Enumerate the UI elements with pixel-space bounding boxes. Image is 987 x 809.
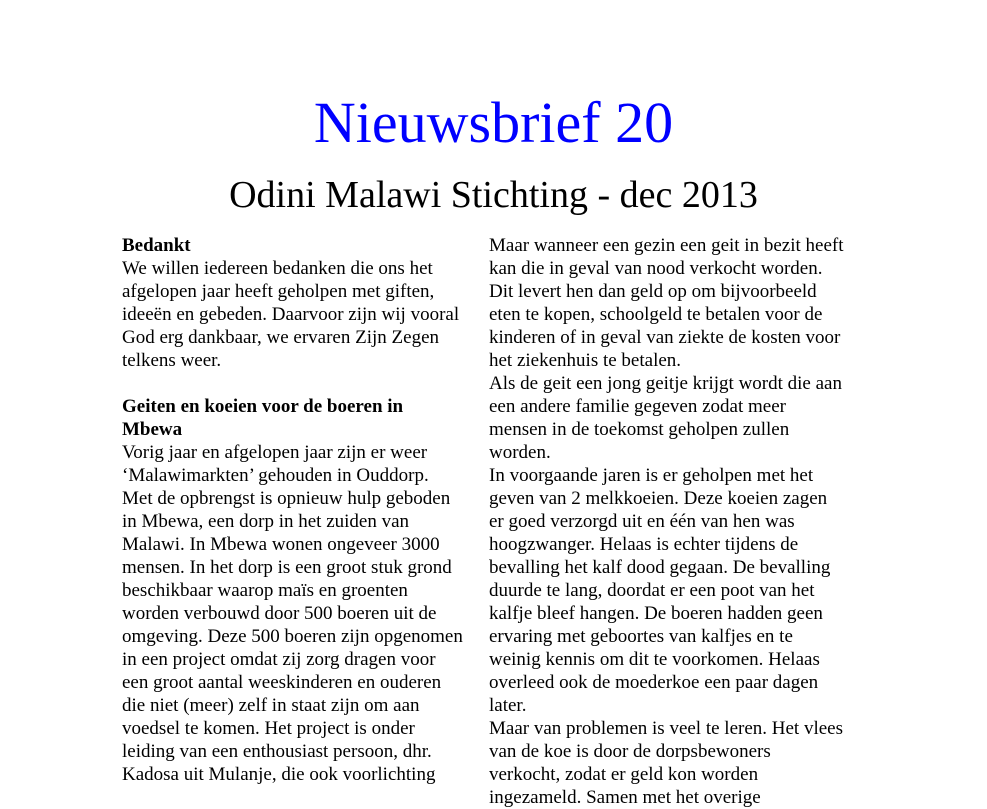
paragraph-line: overleed ook de moederkoe een paar dagen — [489, 672, 819, 693]
paragraph-line: bevalling het kalf dood gegaan. De bevalling — [489, 557, 831, 578]
paragraph-line: omgeving. Deze 500 boeren zijn opgenomen — [122, 626, 463, 647]
paragraph-line: Als de geit een jong geitje krijgt wordt die aan — [489, 373, 842, 394]
paragraph-line: van de koe is door de dorpsbewoners — [489, 741, 771, 762]
paragraph-line: mensen. In het dorp is een groot stuk grond — [122, 557, 452, 578]
paragraph-line: ideeën en gebeden. Daarvoor zijn wij vooral — [122, 304, 460, 325]
paragraph-line: kalfje bleef hangen. De boeren hadden geen — [489, 603, 823, 624]
section-heading-bedankt: Bedankt — [122, 235, 191, 256]
newsletter-title: Nieuwsbrief 20 — [313, 90, 674, 155]
paragraph-line: Kadosa uit Mulanje, die ook voorlichting — [122, 764, 436, 785]
paragraph-line: leiding van een enthousiast persoon, dhr. — [122, 741, 432, 762]
paragraph-line: Met de opbrengst is opnieuw hulp geboden — [122, 488, 451, 509]
right-column — [489, 234, 869, 809]
paragraph-line: Dit levert hen dan geld op om bijvoorbeeld — [489, 281, 817, 302]
paragraph-line: beschikbaar waarop maïs en groenten — [122, 580, 408, 601]
paragraph-gap — [122, 372, 482, 395]
paragraph-line: duurde te lang, doordat er een poot van het — [489, 580, 815, 601]
paragraph-line: ingezameld. Samen met het overige — [489, 787, 761, 808]
paragraph-line: We willen iedereen bedanken die ons het — [122, 258, 433, 279]
paragraph-line: In voorgaande jaren is er geholpen met het — [489, 465, 814, 486]
paragraph-line: verkocht, zodat er geld kon worden — [489, 764, 759, 785]
paragraph-line: voedsel te komen. Het project is onder — [122, 718, 415, 739]
paragraph-line: kinderen of in geval van ziekte de kosten voor — [489, 327, 841, 348]
paragraph-line: God erg dankbaar, we ervaren Zijn Zegen — [122, 327, 439, 348]
paragraph-line: een andere familie gegeven zodat meer — [489, 396, 786, 417]
paragraph-line: ervaring met geboortes van kalfjes en te — [489, 626, 793, 647]
paragraph-line: het ziekenhuis te betalen. — [489, 350, 682, 371]
paragraph-line: Vorig jaar en afgelopen jaar zijn er weer — [122, 442, 428, 463]
paragraph-line: afgelopen jaar heeft geholpen met giften, — [122, 281, 435, 302]
paragraph-line: worden. — [489, 442, 551, 463]
newsletter-subtitle: Odini Malawi Stichting - dec 2013 — [229, 174, 758, 216]
paragraph-line: er goed verzorgd uit en één van hen was — [489, 511, 795, 532]
paragraph-line: worden verbouwd door 500 boeren uit de — [122, 603, 437, 624]
paragraph-line: geven van 2 melkkoeien. Deze koeien zagen — [489, 488, 828, 509]
paragraph-line: kan die in geval van nood verkocht worden. — [489, 258, 823, 279]
paragraph-line: die niet (meer) zelf in staat zijn om aan — [122, 695, 420, 716]
paragraph-line: in een project omdat zij zorg dragen voor — [122, 649, 436, 670]
paragraph-line: weinig kennis om dit te voorkomen. Helaas — [489, 649, 820, 670]
section-heading-geiten: Mbewa — [122, 419, 183, 440]
left-column — [122, 234, 482, 786]
paragraph-line: hoogzwanger. Helaas is echter tijdens de — [489, 534, 799, 555]
section-heading-geiten: Geiten en koeien voor de boeren in — [122, 396, 404, 417]
paragraph-line: mensen in de toekomst geholpen zullen — [489, 419, 790, 440]
paragraph-line: Maar van problemen is veel te leren. Het vlees — [489, 718, 843, 739]
paragraph-line: een groot aantal weeskinderen en ouderen — [122, 672, 442, 693]
paragraph-line: telkens weer. — [122, 350, 222, 371]
paragraph-line: eten te kopen, schoolgeld te betalen voor de — [489, 304, 823, 325]
paragraph-line: Maar wanneer een gezin een geit in bezit heeft — [489, 235, 844, 256]
paragraph-line: in Mbewa, een dorp in het zuiden van — [122, 511, 410, 532]
paragraph-line: later. — [489, 695, 527, 716]
paragraph-line: Malawi. In Mbewa wonen ongeveer 3000 — [122, 534, 440, 555]
paragraph-line: ‘Malawimarkten’ gehouden in Ouddorp. — [122, 465, 429, 486]
